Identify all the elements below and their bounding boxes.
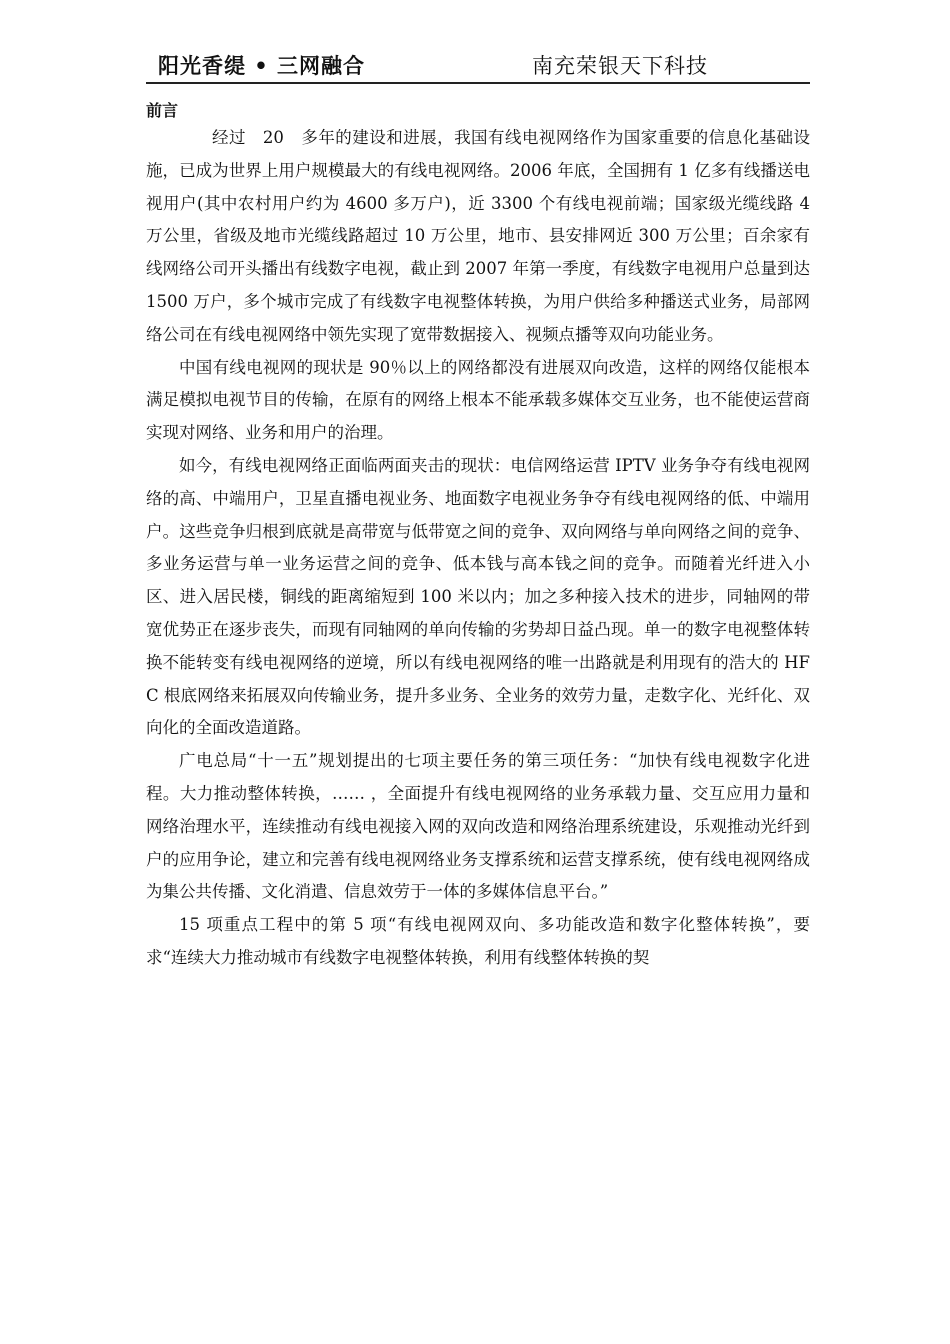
paragraph-key-projects: 15 项重点工程中的第 5 项“有线电视网双向、多功能改造和数字化整体转换”，要求“连续大力推动城市有线数字电视整体转换，利用有线整体转换的契 [146,915,810,967]
body-text [146,122,810,975]
header-company-name: 南充荣银天下科技 [532,54,708,78]
section-heading: 前言 [146,101,179,120]
header-divider [146,82,810,84]
paragraph-competition: 如今，有线电视网络正面临两面夹击的现状：电信网络运营 IPTV 业务争夺有线电视网络的高、中端用户，卫星直播电视业务、地面数字电视业务争夺有线电视网络的低、中端用户。这些竞争归根到底就是高带宽与低带宽之间的竞争、双向网络与单向网络之间的竞争、多业务运营与单一业务运营之间的竞争、低本钱与高本钱之间的竞争。而随着光纤进入小区、进入居民楼，铜线的距离缩短到 100 米以内；加之多种接入技术的进步，同轴网的带宽优势正在逐步丧失，而现有同轴网的单向传输的劣势却日益凸现。单一的数字电视整体转换不能转变有线电视网络的逆境，所以有线电视网络的唯一出路就是利用现有的浩大的 HFC 根底网络来拓展双向传输业务，提升多业务、全业务的效劳力量，走数字化、光纤化、双向化的全面改造道路。 [146,455,810,738]
paragraph-intro: 经过 20 多年的建设和进展，我国有线电视网络作为国家重要的信息化基础设施，已成为世界上用户规模最大的有线电视网络。2006 年底，全国拥有 1 亿多有线播送电视用户(其中农村用户约为 4600 多万户)，近 3300 个有线电视前端；国家级光缆线路 4 万公里，省级及地市光缆线路超过 10 万公里，地市、县安排网近 300 万公里；百余家有线网络公司开头播出有线数字电视，截止到 2007 年第一季度，有线数字电视用户总量到达 1500 万户，多个城市完成了有线数字电视整体转换，为用户供给多种播送式业务，局部网络公司在有线电视网络中领先实现了宽带数据接入、视频点播等双向功能业务。 [146,128,810,344]
page-header [146,46,810,82]
header-project-title: 阳光香缇 • 三网融合 [158,54,366,78]
paragraph-five-year-plan: 广电总局“十一五”规划提出的七项主要任务的第三项任务：“加快有线电视数字化进程。大力推动整体转换，…… ，全面提升有线电视网络的业务承载力量、交互应用力量和网络治理水平，连续推动有线电视接入网的双向改造和网络治理系统建设，乐观推动光纤到户的应用争论，建立和完善有线电视网络业务支撑系统和运营支撑系统，使有线电视网络成为集公共传播、文化消遣、信息效劳于一体的多媒体信息平台。” [146,751,810,902]
paragraph-current-status: 中国有线电视网的现状是 90％以上的网络都没有进展双向改造，这样的网络仅能根本满足模拟电视节目的传输，在原有的网络上根本不能承载多媒体交互业务，也不能使运营商实现对网络、业务和用户的治理。 [146,357,810,443]
